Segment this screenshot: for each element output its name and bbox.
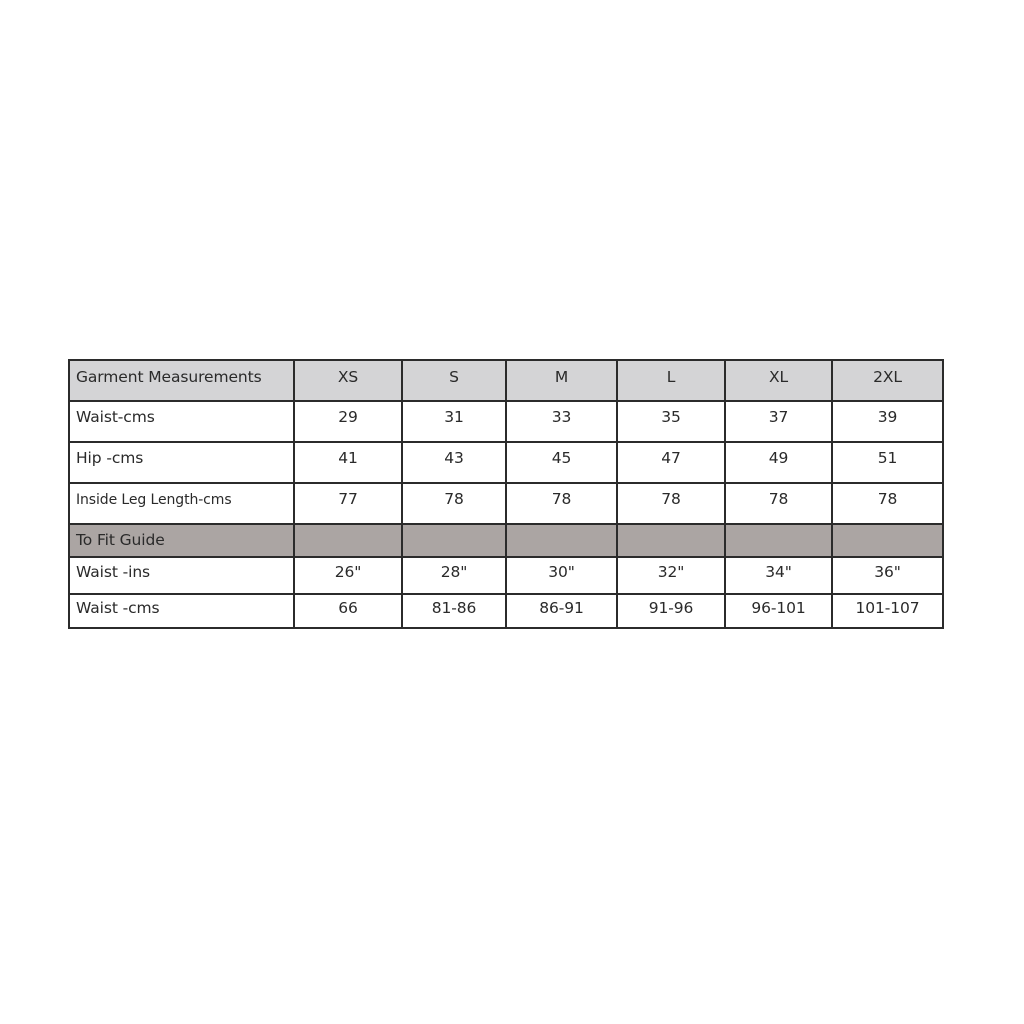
table-cell: 34" (725, 557, 832, 594)
section-cell (617, 524, 725, 557)
row-label: Waist -cms (69, 594, 294, 628)
table-cell: 30" (506, 557, 617, 594)
section-label-cell (69, 524, 294, 557)
table-cell: 33 (506, 401, 617, 442)
section-cell (725, 524, 832, 557)
table-row-waist-cms (69, 401, 943, 442)
row-label: Hip -cms (69, 442, 294, 483)
size-header-m: M (506, 360, 617, 401)
size-header-xl: XL (725, 360, 832, 401)
table-row-fit-waist-cms (69, 594, 943, 628)
size-header-2xl: 2XL (832, 360, 943, 401)
row-label: Inside Leg Length-cms (69, 483, 294, 524)
header-label: Garment Measurements (76, 367, 262, 386)
section-cell (832, 524, 943, 557)
table-cell: 49 (725, 442, 832, 483)
section-cell (294, 524, 402, 557)
size-chart-table (68, 359, 944, 629)
table-cell: 78 (725, 483, 832, 524)
table-cell: 37 (725, 401, 832, 442)
table-cell: 96-101 (725, 594, 832, 628)
table-cell: 35 (617, 401, 725, 442)
table-row-inside-leg (69, 483, 943, 524)
table-cell: 36" (832, 557, 943, 594)
table-cell: 29 (294, 401, 402, 442)
table-cell: 45 (506, 442, 617, 483)
table-row-hip-cms (69, 442, 943, 483)
header-label-cell (69, 360, 294, 401)
table-row-fit-waist-ins (69, 557, 943, 594)
table-cell: 32" (617, 557, 725, 594)
table-cell: 101-107 (832, 594, 943, 628)
row-label: Waist-cms (69, 401, 294, 442)
table-cell: 81-86 (402, 594, 506, 628)
table-cell: 91-96 (617, 594, 725, 628)
row-label: Waist -ins (69, 557, 294, 594)
section-row-to-fit-guide (69, 524, 943, 557)
size-header-s: S (402, 360, 506, 401)
table-cell: 43 (402, 442, 506, 483)
table-cell: 66 (294, 594, 402, 628)
table-cell: 77 (294, 483, 402, 524)
size-header-l: L (617, 360, 725, 401)
size-header-xs: XS (294, 360, 402, 401)
table-cell: 86-91 (506, 594, 617, 628)
section-cell (402, 524, 506, 557)
table-cell: 78 (402, 483, 506, 524)
table-cell: 78 (506, 483, 617, 524)
section-cell (506, 524, 617, 557)
table-cell: 28" (402, 557, 506, 594)
table-cell: 41 (294, 442, 402, 483)
table-cell: 78 (832, 483, 943, 524)
table-cell: 78 (617, 483, 725, 524)
section-label: To Fit Guide (76, 530, 165, 549)
table-cell: 51 (832, 442, 943, 483)
table-cell: 31 (402, 401, 506, 442)
table-cell: 26" (294, 557, 402, 594)
table-cell: 47 (617, 442, 725, 483)
header-row (69, 360, 943, 401)
table-cell: 39 (832, 401, 943, 442)
